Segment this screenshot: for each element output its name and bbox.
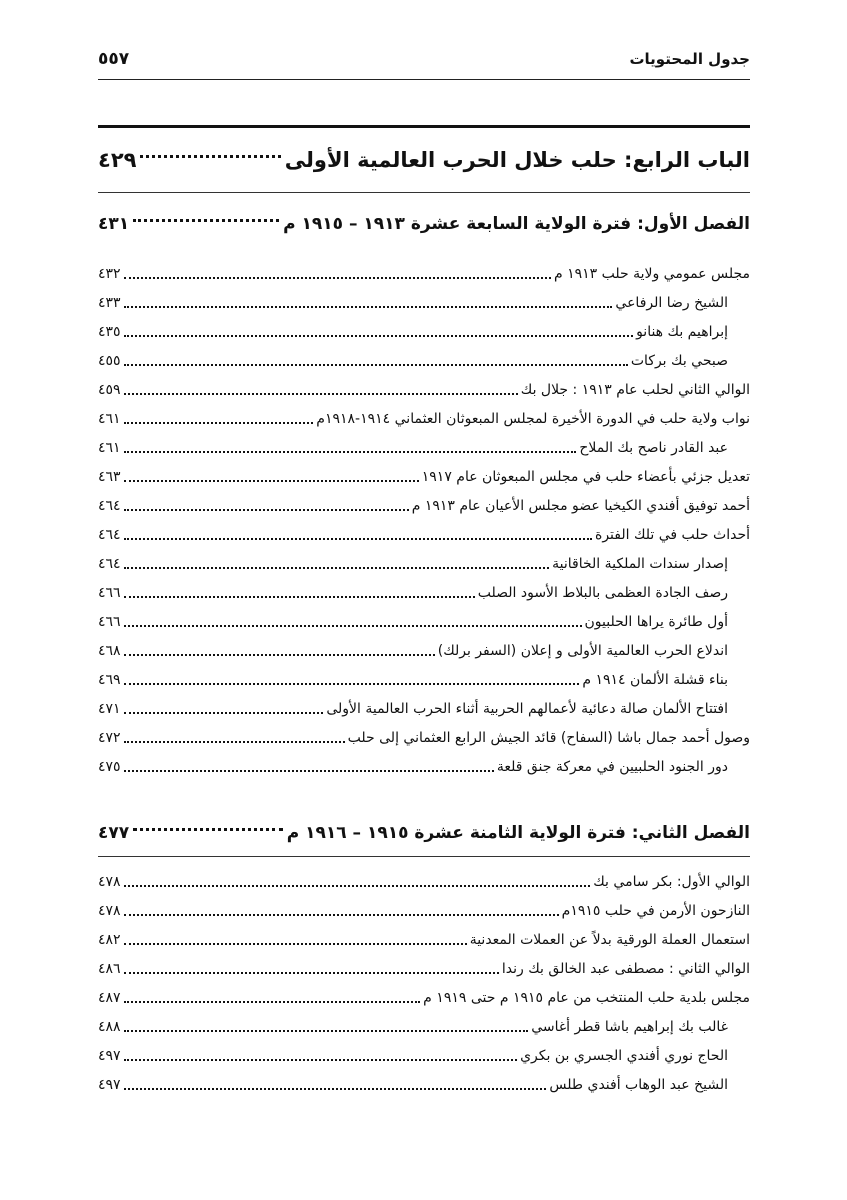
- header-divider: [98, 79, 750, 80]
- toc-entry: [98, 892, 750, 921]
- dot-leader: [124, 393, 518, 395]
- toc-entry-title: أحداث حلب في تلك الفترة: [594, 527, 750, 543]
- dot-leader: [124, 422, 314, 424]
- toc-entry: [98, 545, 750, 574]
- toc-entry-title: أول طائرة يراها الحلبيون: [584, 614, 728, 630]
- dot-leader: [124, 306, 613, 308]
- toc-entry: [98, 371, 750, 400]
- toc-entry-page: ٤٦٦: [98, 585, 121, 601]
- toc-entry-title: صبحي بك بركات: [630, 353, 728, 369]
- dot-leader: [124, 741, 345, 743]
- toc-entry: [98, 863, 750, 892]
- dot-leader: [124, 914, 559, 916]
- dot-leader: [124, 1030, 529, 1032]
- dot-leader: [133, 828, 283, 831]
- page-number: ٥٥٧: [98, 49, 130, 69]
- toc-entry: [98, 661, 750, 690]
- toc-entry-page: ٤٣٢: [98, 266, 121, 282]
- chapter-title: الفصل الثاني: فترة الولاية الثامنة عشرة ١٩١٥ – ١٩١٦ م: [286, 823, 750, 843]
- toc-entry: [98, 429, 750, 458]
- dot-leader: [124, 364, 628, 366]
- toc-entry-page: ٤٧٢: [98, 730, 121, 746]
- toc-entry-page: ٤٧٨: [98, 903, 121, 919]
- toc-entry-page: ٤٦٤: [98, 556, 121, 572]
- toc-entry-title: الوالي الأول: بكر سامي بك: [593, 874, 750, 890]
- dot-leader: [124, 683, 580, 685]
- toc-entry-title: مجلس عمومي ولاية حلب ١٩١٣ م: [553, 266, 750, 282]
- toc-entry: [98, 313, 750, 342]
- part-bottom-rule: [98, 192, 750, 193]
- toc-entry-title: إبراهيم بك هنانو: [636, 324, 728, 340]
- dot-leader: [133, 219, 279, 222]
- dot-leader: [140, 155, 280, 158]
- dot-leader: [124, 1059, 518, 1061]
- toc-entry-title: وصول أحمد جمال باشا (السفاح) قائد الجيش الرابع العثماني إلى حلب: [347, 730, 750, 746]
- toc-entry-title: إصدار سندات الملكية الخاقانية: [552, 556, 728, 572]
- toc-entry: [98, 516, 750, 545]
- toc-entry-page: ٤٨٧: [98, 990, 121, 1006]
- chapter-2-entries: [98, 863, 750, 1095]
- dot-leader: [124, 596, 475, 598]
- toc-entry-title: تعديل جزئي بأعضاء حلب في مجلس المبعوثان عام ١٩١٧: [421, 469, 750, 485]
- part-title: الباب الرابع: حلب خلال الحرب العالمية الأولى: [284, 148, 750, 172]
- toc-entry: [98, 690, 750, 719]
- toc-entry-title: نواب ولاية حلب في الدورة الأخيرة لمجلس المبعوثان العثماني ١٩١٤-١٩١٨م: [316, 411, 750, 427]
- toc-entry-title: الوالي الثاني : مصطفى عبد الخالق بك رندا: [501, 961, 750, 977]
- toc-entry-title: النازحون الأرمن في حلب ١٩١٥م: [561, 903, 750, 919]
- toc-entry-title: مجلس بلدية حلب المنتخب من عام ١٩١٥ م حتى ١٩١٩ م: [423, 990, 750, 1006]
- toc-entry-title: رصف الجادة العظمى بالبلاط الأسود الصلب: [477, 585, 728, 601]
- toc-entry-title: الوالي الثاني لحلب عام ١٩١٣ : جلال بك: [520, 382, 750, 398]
- toc-entry-page: ٤٩٧: [98, 1077, 121, 1093]
- toc-entry-page: ٤٦٨: [98, 643, 121, 659]
- toc-entry: [98, 255, 750, 284]
- running-header-title: جدول المحتويات: [629, 50, 750, 68]
- toc-entry: [98, 921, 750, 950]
- toc-entry-page: ٤٧٨: [98, 874, 121, 890]
- running-header: [98, 42, 750, 76]
- toc-entry: [98, 632, 750, 661]
- toc-entry-title: استعمال العملة الورقية بدلاً عن العملات المعدنية: [469, 932, 750, 948]
- toc-entry: [98, 284, 750, 313]
- toc-entry-page: ٤٩٧: [98, 1048, 121, 1064]
- toc-entry-page: ٤٦٦: [98, 614, 121, 630]
- toc-entry-title: اندلاع الحرب العالمية الأولى و إعلان (السفر برلك): [437, 643, 728, 659]
- toc-entry-title: أحمد توفيق أفندي الكيخيا عضو مجلس الأعيان عام ١٩١٣ م: [411, 498, 750, 514]
- chapter-1-entries: [98, 255, 750, 777]
- toc-entry-page: ٤٧١: [98, 701, 121, 717]
- toc-entry: [98, 458, 750, 487]
- toc-entry: [98, 574, 750, 603]
- part-top-rule: [98, 125, 750, 128]
- chapter-heading-1: [98, 207, 750, 241]
- toc-entry-page: ٤٦٤: [98, 498, 121, 514]
- toc-entry-page: ٤٣٣: [98, 295, 121, 311]
- chapter-page: ٤٣١: [98, 214, 130, 234]
- toc-entry: [98, 950, 750, 979]
- dot-leader: [124, 538, 592, 540]
- toc-entry: [98, 1008, 750, 1037]
- dot-leader: [124, 451, 577, 453]
- toc-entry: [98, 719, 750, 748]
- toc-entry-title: الشيخ عبد الوهاب أفندي طلس: [549, 1077, 728, 1093]
- toc-entry-page: ٤٨٢: [98, 932, 121, 948]
- toc-entry: [98, 1037, 750, 1066]
- toc-entry: [98, 979, 750, 1008]
- toc-entry-page: ٤٦١: [98, 440, 121, 456]
- dot-leader: [124, 943, 467, 945]
- dot-leader: [124, 335, 634, 337]
- chapter-2-rule: [98, 856, 750, 857]
- toc-entry: [98, 487, 750, 516]
- toc-entry-title: دور الجنود الحلبيين في معركة جنق قلعة: [496, 759, 728, 775]
- dot-leader: [124, 770, 494, 772]
- chapter-title: الفصل الأول: فترة الولاية السابعة عشرة ١٩١٣ – ١٩١٥ م: [283, 214, 750, 234]
- dot-leader: [124, 885, 591, 887]
- dot-leader: [124, 480, 419, 482]
- toc-entry: [98, 1066, 750, 1095]
- toc-entry-page: ٤٨٦: [98, 961, 121, 977]
- toc-entry-page: ٤٦٤: [98, 527, 121, 543]
- toc-entry-page: ٤٦٣: [98, 469, 121, 485]
- toc-entry-page: ٤٦٩: [98, 672, 121, 688]
- part-page: ٤٢٩: [98, 148, 137, 172]
- dot-leader: [124, 1001, 421, 1003]
- toc-entry: [98, 342, 750, 371]
- toc-entry-title: بناء قشلة الألمان ١٩١٤ م: [582, 672, 728, 688]
- chapter-page: ٤٧٧: [98, 823, 130, 843]
- dot-leader: [124, 567, 550, 569]
- dot-leader: [124, 1088, 547, 1090]
- toc-entry-title: الشيخ رضا الرفاعي: [615, 295, 728, 311]
- toc-entry-page: ٤٧٥: [98, 759, 121, 775]
- toc-entry-title: افتتاح الألمان صالة دعائية لأعمالهم الحربية أثناء الحرب العالمية الأولى: [326, 701, 728, 717]
- toc-entry-title: الحاج نوري أفندي الجسري بن بكري: [520, 1048, 728, 1064]
- toc-entry-page: ٤٥٩: [98, 382, 121, 398]
- part-heading: [98, 140, 750, 180]
- toc-entry-page: ٤٨٨: [98, 1019, 121, 1035]
- dot-leader: [124, 625, 582, 627]
- dot-leader: [124, 654, 435, 656]
- toc-entry-page: ٤٥٥: [98, 353, 121, 369]
- chapter-heading-2: [98, 816, 750, 850]
- dot-leader: [124, 972, 499, 974]
- toc-entry: [98, 400, 750, 429]
- toc-entry-page: ٤٣٥: [98, 324, 121, 340]
- toc-entry: [98, 603, 750, 632]
- dot-leader: [124, 277, 551, 279]
- dot-leader: [124, 509, 409, 511]
- toc-entry: [98, 748, 750, 777]
- toc-entry-title: غالب بك إبراهيم باشا قطر أغاسي: [531, 1019, 728, 1035]
- toc-entry-page: ٤٦١: [98, 411, 121, 427]
- dot-leader: [124, 712, 324, 714]
- toc-entry-title: عبد القادر ناصح بك الملاح: [579, 440, 728, 456]
